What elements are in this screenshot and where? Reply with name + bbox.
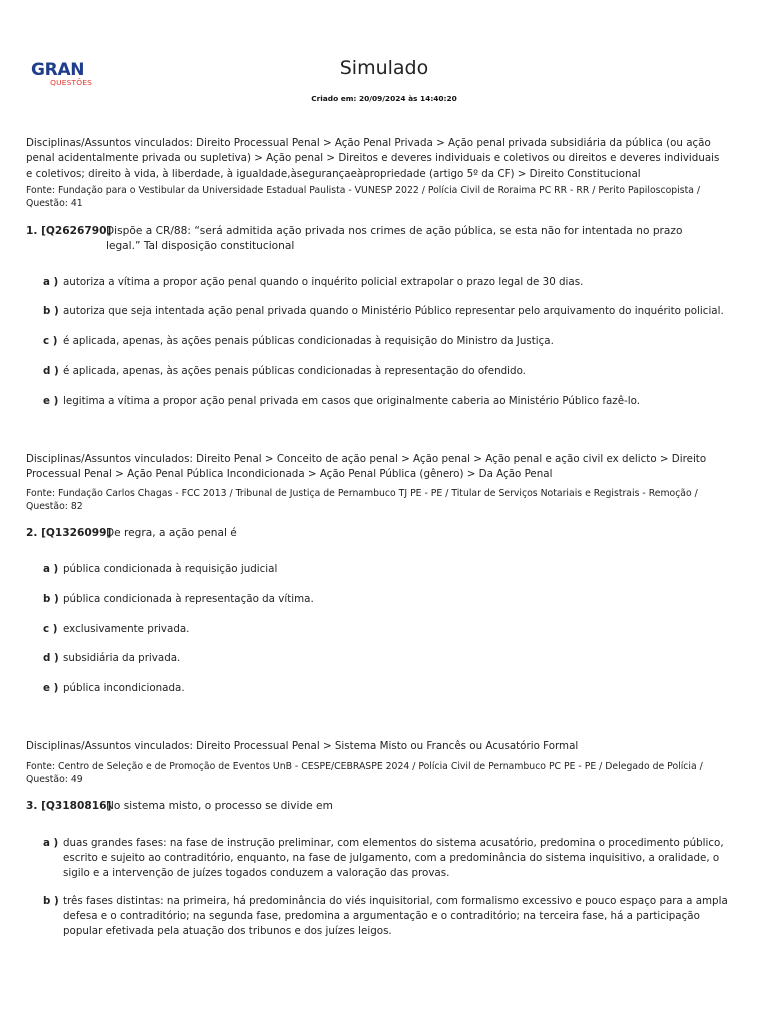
- option-letter: b ): [43, 593, 59, 605]
- question-1: [26, 224, 686, 255]
- question-2: [26, 526, 686, 541]
- option-text: pública condicionada à requisição judicial: [63, 563, 278, 575]
- q3-option-b[interactable]: [43, 894, 733, 938]
- q3-fonte-block: [26, 760, 726, 786]
- option-letter: a ): [43, 837, 59, 849]
- option-letter: e ): [43, 682, 59, 694]
- option-text: autoriza que seja intentada ação penal privada quando o Ministério Público representar pelo arquivamento do inquérito policial.: [63, 305, 724, 317]
- q1-disciplinas-block: [26, 136, 726, 182]
- q2-number: 2. [Q1326099]: [26, 527, 112, 539]
- option-letter: d ): [43, 652, 59, 664]
- created-timestamp: Criado em: 20/09/2024 às 14:40:20: [311, 94, 457, 103]
- q2-disciplinas: Disciplinas/Assuntos vinculados: Direito Penal > Conceito de ação penal > Ação penal > Ação penal e ação civil ex delicto > Direito Processual Penal > Ação Penal Pública Incondicionada > Ação Penal Pública (gênero) > Da Ação Penal: [26, 453, 707, 481]
- q2-option-b[interactable]: [43, 592, 733, 607]
- q1-option-c[interactable]: [43, 334, 733, 349]
- option-letter: e ): [43, 395, 59, 407]
- option-letter: b ): [43, 305, 59, 317]
- option-text: subsidiária da privada.: [63, 652, 181, 664]
- option-letter: d ): [43, 365, 59, 377]
- q3-disciplinas-block: [26, 739, 726, 754]
- option-letter: b ): [43, 895, 59, 907]
- q3-number: 3. [Q3180816]: [26, 800, 112, 812]
- q1-statement: Dispõe a CR/88: “será admitida ação privada nos crimes de ação pública, se esta não for intentada no prazo legal.” Tal disposição constitucional: [106, 225, 683, 253]
- q1-fonte: Fonte: Fundação para o Vestibular da Universidade Estadual Paulista - VUNESP 2022 / Polícia Civil de Roraima PC RR - RR / Perito Papiloscopista / Questão: 41: [26, 185, 701, 209]
- question-3: [26, 799, 686, 814]
- q2-option-c[interactable]: [43, 622, 733, 637]
- q1-fonte-block: [26, 184, 726, 210]
- option-letter: a ): [43, 276, 59, 288]
- q2-option-e[interactable]: [43, 681, 733, 696]
- q3-disciplinas: Disciplinas/Assuntos vinculados: Direito Processual Penal > Sistema Misto ou Francês ou Acusatório Formal: [26, 740, 579, 752]
- option-text: três fases distintas: na primeira, há predominância do viés inquisitorial, com formalismo excessivo e pouco espaço para a ampla defesa e o contraditório; na segunda fase, predomina a argumentação e o contraditório; na terceira fase, há a participação popular efetivada pela atuação dos tribunos e dos juízes leigos.: [63, 895, 728, 937]
- q1-disciplinas: Disciplinas/Assuntos vinculados: Direito Processual Penal > Ação Penal Privada > Ação penal privada subsidiária da pública (ou ação penal acidentalmente privada ou supletiva) > Ação penal > Direitos e deveres individuais e coletivos ou direitos e deveres individuais e coletivos; direito à vida, à liberdade, à igualdade,àsegurançaeàpropriedade (artigo 5º da CF) > Direito Constitucional: [26, 137, 720, 180]
- option-text: é aplicada, apenas, às ações penais públicas condicionadas à representação do ofendido.: [63, 365, 526, 377]
- option-letter: a ): [43, 563, 59, 575]
- option-text: exclusivamente privada.: [63, 623, 190, 635]
- q1-option-d[interactable]: [43, 364, 733, 379]
- q1-option-a[interactable]: [43, 275, 733, 290]
- option-text: pública condicionada à representação da vítima.: [63, 593, 314, 605]
- q2-option-a[interactable]: [43, 562, 733, 577]
- option-text: pública incondicionada.: [63, 682, 185, 694]
- logo-main-text: GRAN: [31, 60, 85, 80]
- q2-fonte: Fonte: Fundação Carlos Chagas - FCC 2013 / Tribunal de Justiça de Pernambuco TJ PE - PE / Titular de Serviços Notariais e Registrais - Remoção / Questão: 82: [26, 488, 698, 512]
- q1-option-b[interactable]: [43, 304, 733, 319]
- q1-option-e[interactable]: [43, 394, 733, 409]
- q3-statement: No sistema misto, o processo se divide em: [106, 800, 333, 812]
- option-text: duas grandes fases: na fase de instrução preliminar, com elementos do sistema acusatório, predomina o procedimento público, escrito e sujeito ao contraditório, enquanto, na fase de julgamento, com a predominância do sistema inquisitivo, a oralidade, o sigilo e a intervenção de juízes togados conduzem a valoração das provas.: [63, 837, 724, 879]
- q2-fonte-block: [26, 487, 726, 513]
- option-text: autoriza a vítima a propor ação penal quando o inquérito policial extrapolar o prazo legal de 30 dias.: [63, 276, 584, 288]
- q2-statement: De regra, a ação penal é: [106, 527, 237, 539]
- option-letter: c ): [43, 623, 58, 635]
- q3-option-a[interactable]: [43, 836, 733, 880]
- option-text: legitima a vítima a propor ação penal privada em casos que originalmente caberia ao Ministério Público fazê-lo.: [63, 395, 641, 407]
- q2-disciplinas-block: [26, 452, 726, 483]
- page-title: Simulado: [339, 57, 429, 79]
- option-letter: c ): [43, 335, 58, 347]
- logo-sub-text: QUESTÕES: [50, 78, 92, 87]
- option-text: é aplicada, apenas, às ações penais públicas condicionadas à requisição do Ministro da Justiça.: [63, 335, 554, 347]
- q3-fonte: Fonte: Centro de Seleção e de Promoção de Eventos UnB - CESPE/CEBRASPE 2024 / Polícia Civil de Pernambuco PC PE - PE / Delegado de Polícia / Questão: 49: [26, 761, 703, 785]
- q1-number: 1. [Q2626790]: [26, 225, 112, 237]
- q2-option-d[interactable]: [43, 651, 733, 666]
